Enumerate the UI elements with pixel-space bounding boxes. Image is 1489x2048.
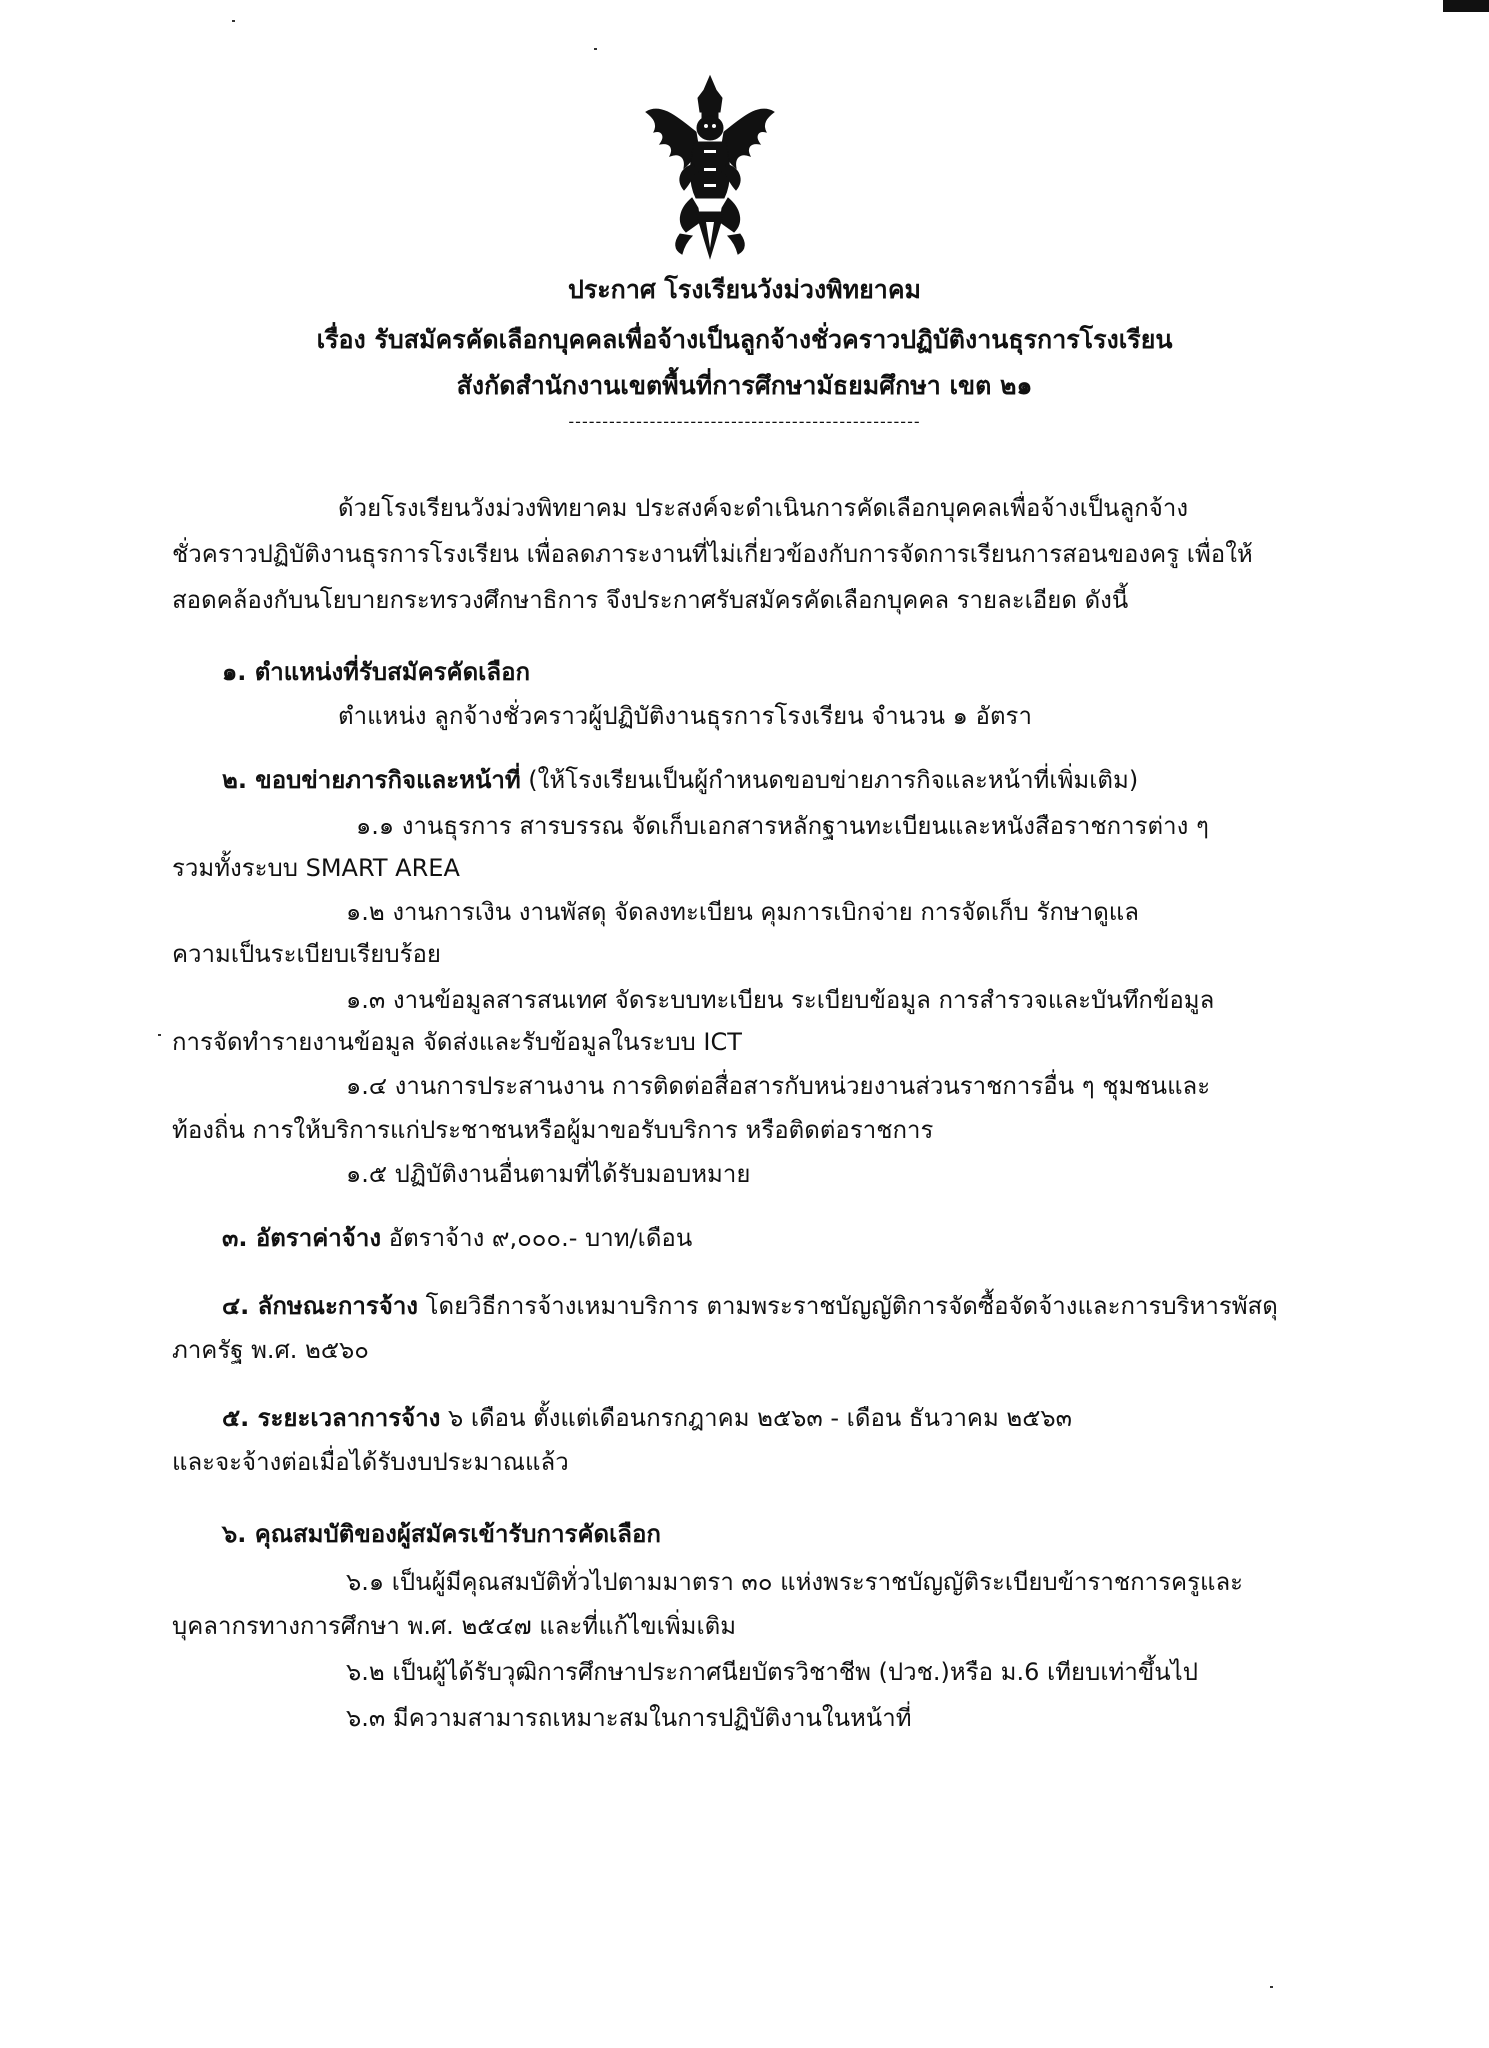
scan-speck — [594, 48, 597, 50]
duty-1-1: ๑.๑ งานธุรการ สารบรรณ จัดเก็บเอกสารหลักฐานทะเบียนและหนังสือราชการต่าง ๆ — [356, 812, 1209, 840]
qualification-6-1-cont: บุคลากรทางการศึกษา พ.ศ. ๒๕๔๗ และที่แก้ไขเพิ่มเติม — [172, 1612, 737, 1640]
duty-1-4-cont: ท้องถิ่น การให้บริการแก่ประชาชนหรือผู้มาขอรับบริการ หรือติดต่อราชการ — [172, 1116, 934, 1144]
section-2-heading: ๒. ขอบข่ายภารกิจและหน้าที่ — [222, 766, 521, 794]
duty-1-5: ๑.๕ ปฏิบัติงานอื่นตามที่ได้รับมอบหมาย — [346, 1160, 751, 1188]
duty-1-2-cont: ความเป็นระเบียบเรียบร้อย — [172, 940, 441, 968]
section-1-position: ตำแหน่ง ลูกจ้างชั่วคราวผู้ปฏิบัติงานธุรการโรงเรียน จำนวน ๑ อัตรา — [338, 702, 1032, 730]
section-1-heading: ๑. ตำแหน่งที่รับสมัครคัดเลือก — [222, 658, 531, 686]
section-5-cont: และจะจ้างต่อเมื่อได้รับงบประมาณแล้ว — [172, 1448, 569, 1476]
section-5-line — [222, 1402, 1072, 1434]
duty-1-3-cont: การจัดทำรายงานข้อมูล จัดส่งและรับข้อมูลในระบบ ICT — [172, 1028, 742, 1056]
scan-speck — [232, 20, 235, 22]
announcement-title: ประกาศ โรงเรียนวังม่วงพิทยาคม — [567, 275, 922, 304]
section-4-cont: ภาครัฐ พ.ศ. ๒๕๖๐ — [172, 1336, 369, 1364]
scan-speck — [1270, 1986, 1273, 1988]
duty-1-2: ๑.๒ งานการเงิน งานพัสดุ จัดลงทะเบียน คุมการเบิกจ่าย การจัดเก็บ รักษาดูแล — [346, 898, 1139, 926]
section-4-method: โดยวิธีการจ้างเหมาบริการ ตามพระราชบัญญัติการจัดซื้อจัดจ้างและการบริหารพัสดุ — [418, 1292, 1278, 1320]
duty-1-4: ๑.๔ งานการประสานงาน การติดต่อสื่อสารกับหน่วยงานส่วนราชการอื่น ๆ ชุมชนและ — [346, 1072, 1211, 1100]
section-6-heading: ๖. คุณสมบัติของผู้สมัครเข้ารับการคัดเลือก — [222, 1520, 661, 1548]
garuda-emblem — [640, 72, 780, 260]
intro-line-2: ชั่วคราวปฏิบัติงานธุรการโรงเรียน เพื่อลดภาระงานที่ไม่เกี่ยวข้องกับการจัดการเรียนการสอนของครู เพื่อให้ — [172, 540, 1253, 568]
section-2-heading-line — [222, 764, 1138, 796]
duty-1-1-cont: รวมทั้งระบบ SMART AREA — [172, 854, 460, 882]
intro-line-1: ด้วยโรงเรียนวังม่วงพิทยาคม ประสงค์จะดำเนินการคัดเลือกบุคคลเพื่อจ้างเป็นลูกจ้าง — [338, 494, 1189, 522]
announcement-subject: เรื่อง รับสมัครคัดเลือกบุคคลเพื่อจ้างเป็นลูกจ้างชั่วคราวปฏิบัติงานธุรการโรงเรียน — [316, 325, 1173, 354]
intro-line-3: สอดคล้องกับนโยบายกระทรวงศึกษาธิการ จึงประกาศรับสมัครคัดเลือกบุคคล รายละเอียด ดังนี้ — [172, 586, 1129, 614]
section-5-heading: ๕. ระยะเวลาการจ้าง — [222, 1404, 441, 1432]
title-divider: ---------------------------------------------------- — [568, 412, 921, 431]
section-5-period: ๖ เดือน ตั้งแต่เดือนกรกฎาคม ๒๕๖๓ - เดือน ธันวาคม ๒๕๖๓ — [440, 1404, 1073, 1432]
qualification-6-3: ๖.๓ มีความสามารถเหมาะสมในการปฏิบัติงานในหน้าที่ — [346, 1704, 912, 1732]
section-4-heading: ๔. ลักษณะการจ้าง — [222, 1292, 419, 1320]
scan-speck — [158, 1034, 161, 1036]
qualification-6-1: ๖.๑ เป็นผู้มีคุณสมบัติทั่วไปตามมาตรา ๓๐ แห่งพระราชบัญญัติระเบียบข้าราชการครูและ — [346, 1568, 1244, 1596]
announcement-office: สังกัดสำนักงานเขตพื้นที่การศึกษามัธยมศึกษา เขต ๒๑ — [456, 371, 1033, 400]
section-2-heading-note: (ให้โรงเรียนเป็นผู้กำหนดขอบข่ายภารกิจและหน้าที่เพิ่มเติม) — [520, 766, 1139, 794]
qualification-6-2: ๖.๒ เป็นผู้ได้รับวุฒิการศึกษาประกาศนียบัตรวิชาชีพ (ปวช.)หรือ ม.6 เทียบเท่าขึ้นไป — [346, 1658, 1198, 1686]
section-3-heading: ๓. อัตราค่าจ้าง — [222, 1224, 382, 1252]
section-4-line — [222, 1290, 1278, 1322]
duty-1-3: ๑.๓ งานข้อมูลสารสนเทศ จัดระบบทะเบียน ระเบียบข้อมูล การสำรวจและบันทึกข้อมูล — [346, 986, 1215, 1014]
section-3-line — [222, 1222, 692, 1254]
section-3-wage: อัตราจ้าง ๙,๐๐๐.- บาท/เดือน — [381, 1224, 693, 1252]
scan-corner-mark — [1443, 0, 1489, 12]
